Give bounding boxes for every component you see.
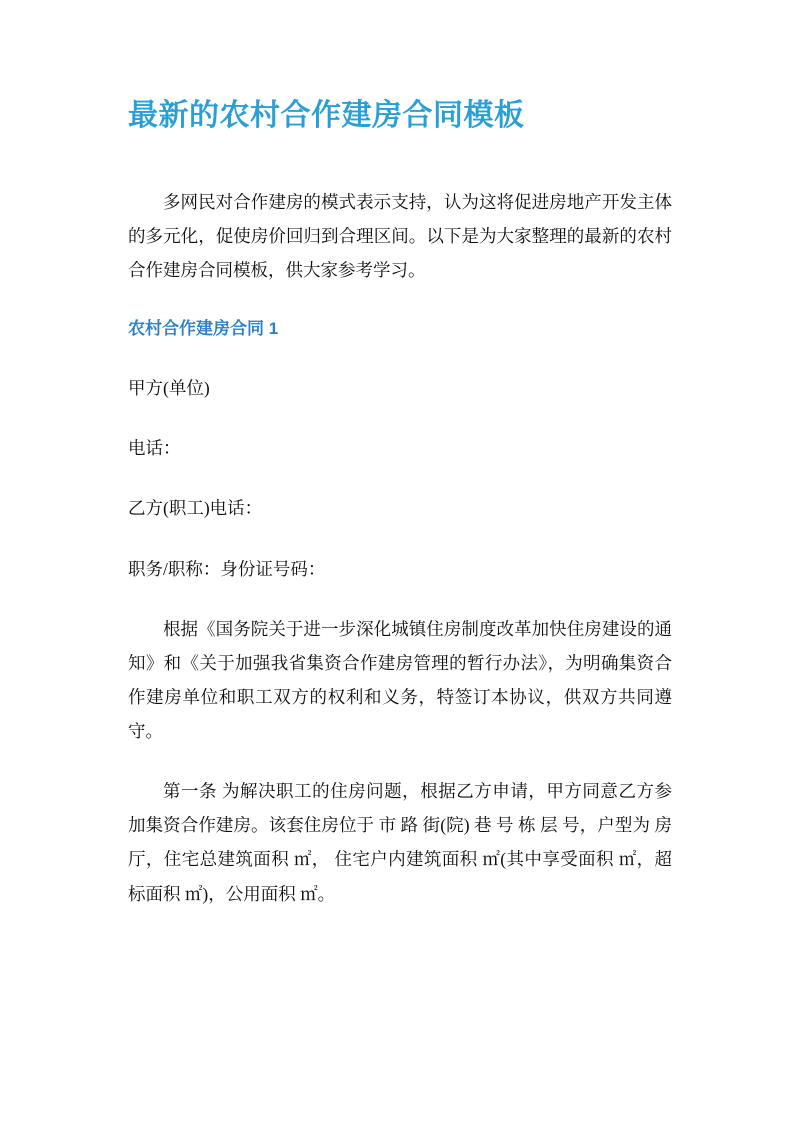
field-title-id: 职务/职称：身份证号码： (128, 558, 326, 579)
clause-preamble: 根据《国务院关于进一步深化城镇住房制度改革加快住房建设的通知》和《关于加强我省集资合作建房管理的暂行办法》，为明确集资合作建房单位和职工双方的权利和义务，特签订本协议，供双方共同遵守。 (128, 618, 672, 742)
clause-article-one: 第一条 为解决职工的住房问题，根据乙方申请，甲方同意乙方参加集资合作建房。该套住房位于 市 路 街(院) 巷 号 栋 层 号，户型为 房 厅，住宅总建筑面积 ㎡， 住宅户内建筑面积 ㎡(其中享受面积 ㎡，超标面积 ㎡)，公用面积 ㎡。 (128, 781, 672, 904)
section-heading: 农村合作建房合同 1 (128, 318, 279, 338)
field-phone: 电话： (128, 438, 181, 459)
intro-paragraph: 多网民对合作建房的模式表示支持，认为这将促进房地产开发主体的多元化，促使房价回归到合理区间。以下是为大家整理的最新的农村合作建房合同模板，供大家参考学习。 (128, 191, 672, 280)
field-party-b-phone: 乙方(职工)电话： (128, 498, 263, 519)
document-body (128, 185, 672, 911)
page-title: 最新的农村合作建房合同模板 (128, 99, 525, 132)
field-party-a: 甲方(单位) (128, 378, 210, 399)
